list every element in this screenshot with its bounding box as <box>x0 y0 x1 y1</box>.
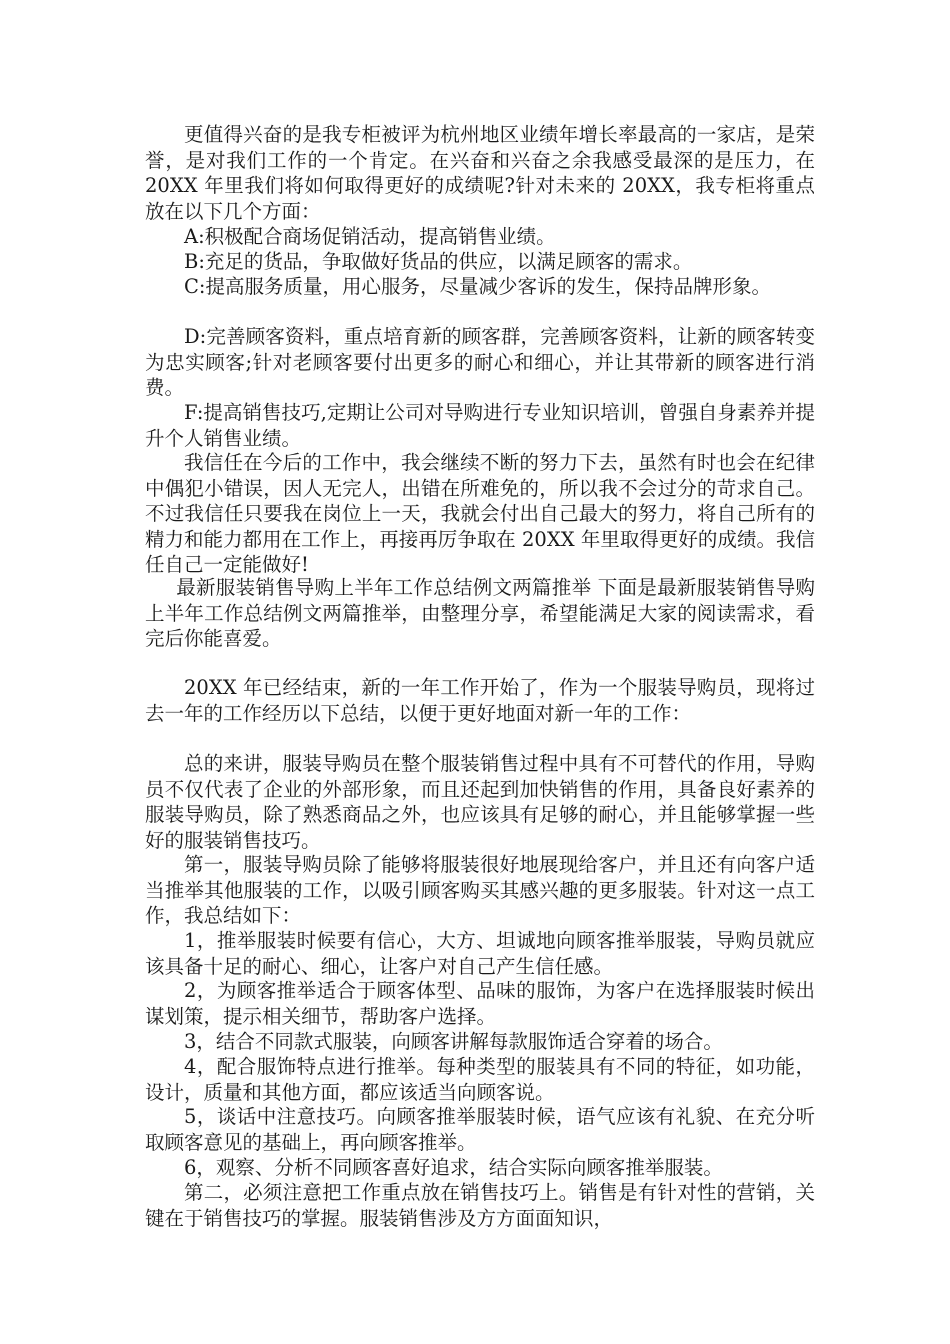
paragraph-item-f: F:提高销售技巧,定期让公司对导购进行专业知识培训，曾强自身素养并提升个人销售业绩。 <box>145 401 815 450</box>
paragraph-list-3: 3，结合不同款式服装，向顾客讲解每款服饰适合穿着的场合。 <box>184 1030 723 1053</box>
paragraph-intro: 更值得兴奋的是我专柜被评为杭州地区业绩年增长率最高的一家店，是荣誉，是对我们工作的一个肯定。在兴奋和兴奋之余我感受最深的是压力，在 20XX 年里我们将如何取得更好的成绩呢?针对未来的 20XX，我专柜将重点放在以下几个方面： <box>145 123 815 223</box>
paragraph-article-title: 最新服装销售导购上半年工作总结例文两篇推举 下面是最新服装销售导购上半年工作总结例文两篇推举，由整理分享，希望能满足大家的阅读需求，看完后你能喜爱。 <box>145 576 815 650</box>
paragraph-item-a: A:积极配合商场促销活动，提高销售业绩。 <box>184 225 556 248</box>
paragraph-list-2: 2，为顾客推举适合于顾客体型、品味的服饰，为客户在选择服装时候出谋划策，提示相关细节，帮助客户选择。 <box>145 979 815 1028</box>
paragraph-item-c: C:提高服务质量，用心服务，尽量减少客诉的发生，保持品牌形象。 <box>184 275 771 298</box>
paragraph-overview: 总的来讲，服装导购员在整个服装销售过程中具有不可替代的作用，导购员不仅代表了企业的外部形象，而且还起到加快销售的作用，具备良好素养的服装导购员，除了熟悉商品之外，也应该具有足够的耐心，并且能够掌握一些好的服装销售技巧。 <box>145 752 815 852</box>
paragraph-trust: 我信任在今后的工作中，我会继续不断的努力下去，虽然有时也会在纪律中偶犯小错误，因人无完人，出错在所难免的，所以我不会过分的苛求自己。不过我信任只要我在岗位上一天，我就会付出自己最大的努力，将自己所有的精力和能力都用在工作上，再接再厉争取在 20XX 年里取得更好的成绩。我信任自己一定能做好! <box>145 451 815 576</box>
paragraph-item-d: D:完善顾客资料，重点培育新的顾客群，完善顾客资料，让新的顾客转变为忠实顾客;针对老顾客要付出更多的耐心和细心，并让其带新的顾客进行消费。 <box>145 325 815 399</box>
paragraph-list-6: 6，观察、分析不同顾客喜好追求，结合实际向顾客推举服装。 <box>184 1156 723 1179</box>
paragraph-item-b: B:充足的货品，争取做好货品的供应，以满足顾客的需求。 <box>184 250 693 273</box>
paragraph-list-5: 5，谈话中注意技巧。向顾客推举服装时候，语气应该有礼貌、在充分听取顾客意见的基础上，再向顾客推举。 <box>145 1105 815 1154</box>
paragraph-first-point: 第一，服装导购员除了能够将服装很好地展现给客户，并且还有向客户适当推举其他服装的工作，以吸引顾客购买其感兴趣的更多服装。针对这一点工作，我总结如下： <box>145 853 815 927</box>
paragraph-list-1: 1，推举服装时候要有信心，大方、坦诚地向顾客推举服装，导购员就应该具备十足的耐心、细心，让客户对自己产生信任感。 <box>145 929 815 978</box>
paragraph-list-4: 4，配合服饰特点进行推举。每种类型的服装具有不同的特征，如功能，设计，质量和其他方面，都应该适当向顾客说。 <box>145 1055 815 1104</box>
paragraph-second-point: 第二，必须注意把工作重点放在销售技巧上。销售是有针对性的营销，关键在于销售技巧的掌握。服装销售涉及方方面面知识， <box>145 1181 815 1230</box>
paragraph-year-summary: 20XX 年已经结束，新的一年工作开始了，作为一个服装导购员，现将过去一年的工作经历以下总结，以便于更好地面对新一年的工作： <box>145 676 815 725</box>
